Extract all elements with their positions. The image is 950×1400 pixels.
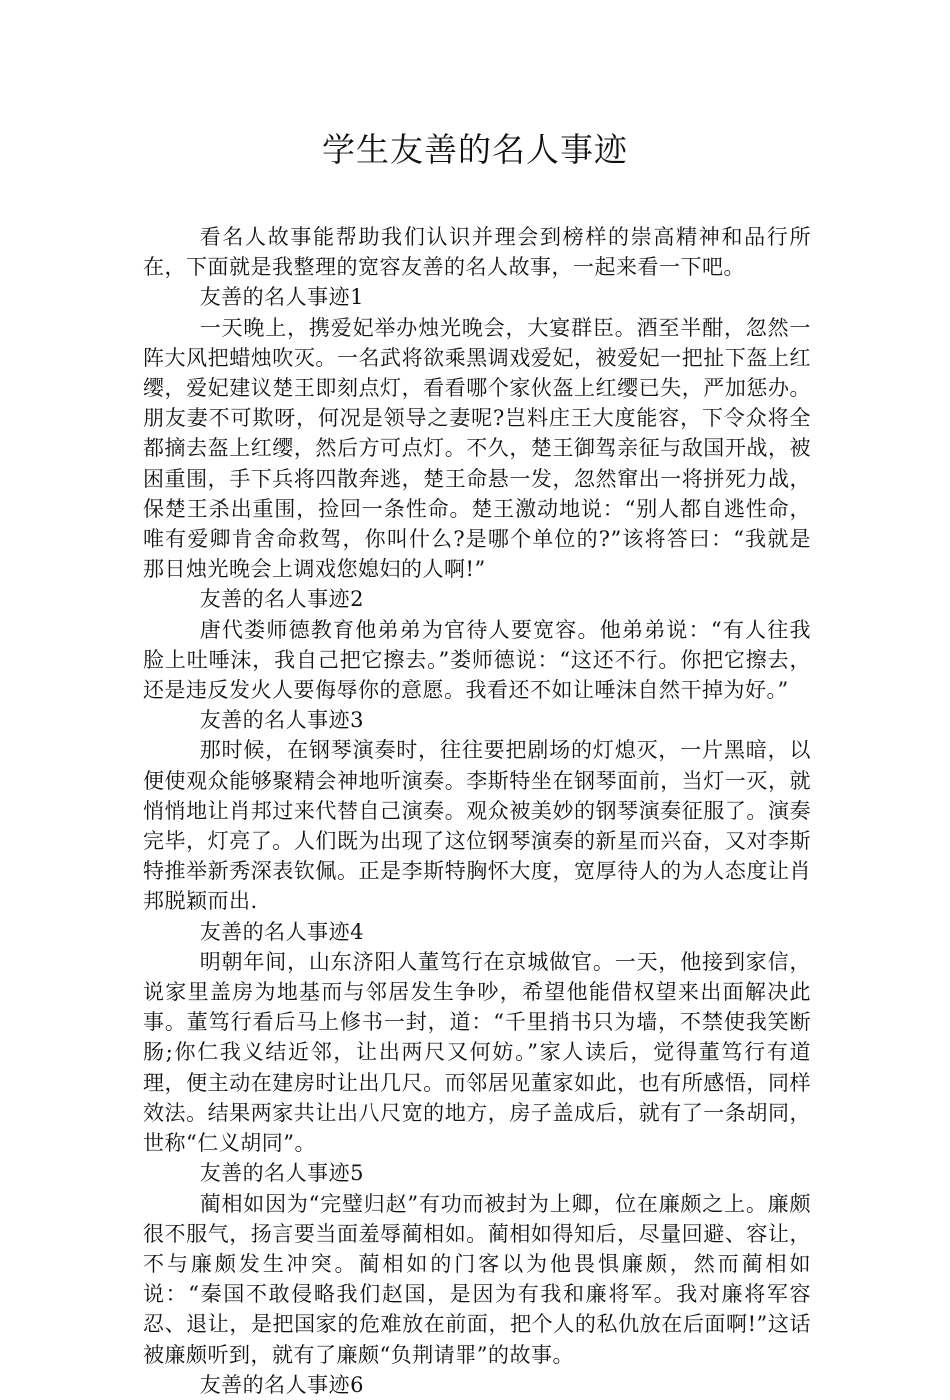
- section-heading-4: 友善的名人事迹4: [199, 919, 365, 944]
- document-body: [143, 222, 811, 1400]
- section-paragraph-3: 那时候，在钢琴演奏时，往往要把剧场的灯熄灭，一片黑暗，以便使观众能够聚精会神地听演奏。李斯特坐在钢琴面前，当灯一灭，就悄悄地让肖邦过来代替自己演奏。观众被美妙的钢琴演奏征服了。演奏完毕，灯亮了。人们既为出现了这位钢琴演奏的新星而兴奋，又对李斯特推举新秀深表钦佩。正是李斯特胸怀大度，宽厚待人的为人态度让肖邦脱颖而出.: [143, 738, 811, 914]
- intro-paragraph: 看名人故事能帮助我们认识并理会到榜样的崇高精神和品行所在，下面就是我整理的宽容友善的名人故事，一起来看一下吧。: [143, 225, 811, 280]
- document-title: 学生友善的名人事迹: [322, 130, 628, 169]
- section-paragraph-1: 一天晚上，携爱妃举办烛光晚会，大宴群臣。酒至半酣，忽然一阵大风把蜡烛吹灭。一名武将欲乘黑调戏爱妃，被爱妃一把扯下盔上红缨，爱妃建议楚王即刻点灯，看看哪个家伙盔上红缨已失，严加惩办。朋友妻不可欺呀，何况是领导之妻呢?岂料庄王大度能容，下令众将全都摘去盔上红缨，然后方可点灯。不久，楚王御驾亲征与敌国开战，被困重围，手下兵将四散奔逃，楚王命悬一发，忽然窜出一将拼死力战，保楚王杀出重围，捡回一条性命。楚王激动地说：“别人都自逃性命，唯有爱卿肯舍命救驾，你叫什么?是哪个单位的?”该将答曰：“我就是那日烛光晚会上调戏您媳妇的人啊!”: [143, 315, 811, 582]
- section-heading-5: 友善的名人事迹5: [199, 1161, 365, 1186]
- section-heading-6: 友善的名人事迹6: [199, 1372, 365, 1397]
- section-heading-2: 友善的名人事迹2: [199, 587, 365, 612]
- section-heading-3: 友善的名人事迹3: [199, 708, 365, 733]
- section-heading-1: 友善的名人事迹1: [199, 285, 365, 310]
- section-paragraph-2: 唐代娄师德教育他弟弟为官待人要宽容。他弟弟说：“有人往我脸上吐唾沫，我自己把它擦去。”娄师德说：“这还不行。你把它擦去，还是违反发火人要侮辱你的意愿。我看还不如让唾沫自然干掉为好。”: [143, 617, 811, 703]
- section-paragraph-5: 蔺相如因为“完璧归赵”有功而被封为上卿，位在廉颇之上。廉颇很不服气，扬言要当面羞辱蔺相如。蔺相如得知后，尽量回避、容让，不与廉颇发生冲突。蔺相如的门客以为他畏惧廉颇，然而蔺相如说：“秦国不敢侵略我们赵国，是因为有我和廉将军。我对廉将军容忍、退让，是把国家的危难放在前面，把个人的私仇放在后面啊!”这话被廉颇听到，就有了廉颇“负荆请罪”的故事。: [143, 1191, 811, 1367]
- section-paragraph-4: 明朝年间，山东济阳人董笃行在京城做官。一天，他接到家信，说家里盖房为地基而与邻居发生争吵，希望他能借权望来出面解决此事。董笃行看后马上修书一封，道：“千里捎书只为墙，不禁使我笑断肠;你仁我义结近邻，让出两尺又何妨。”家人读后，觉得董笃行有道理，便主动在建房时让出几尺。而邻居见董家如此，也有所感悟，同样效法。结果两家共让出八尺宽的地方，房子盖成后，就有了一条胡同，世称“仁义胡同”。: [143, 949, 811, 1156]
